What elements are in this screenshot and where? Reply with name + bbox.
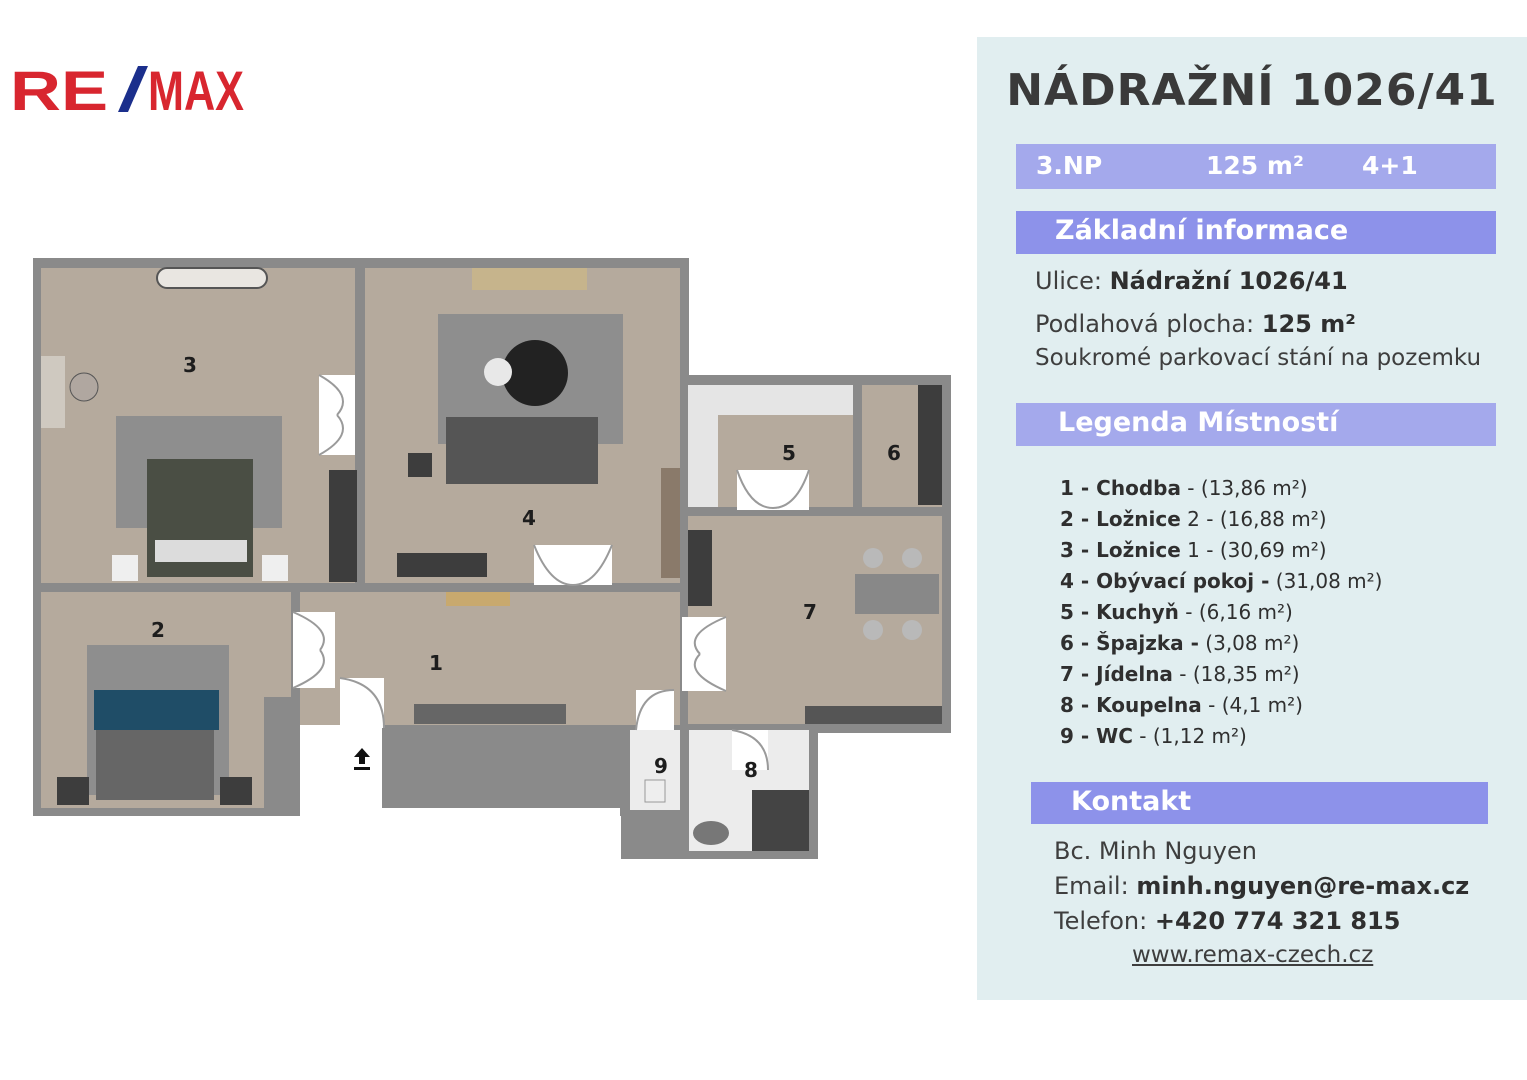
- side-table: [484, 358, 512, 386]
- phone-value[interactable]: +420 774 321 815: [1154, 907, 1401, 935]
- property-title: NÁDRAŽNÍ 1026/41: [1006, 65, 1498, 116]
- website-link[interactable]: www.remax-czech.cz: [1132, 942, 1374, 968]
- chair-1: [863, 548, 883, 568]
- kitchen-counter-side: [688, 415, 718, 507]
- legend-item: 1 - Chodba - (13,86 m²): [1060, 476, 1308, 500]
- contact-name: Bc. Minh Nguyen: [1054, 837, 1257, 865]
- phone-label: Telefon:: [1054, 907, 1155, 935]
- info-panel: [977, 37, 1527, 1000]
- room-label-5: 5: [782, 441, 796, 465]
- room-label-8: 8: [744, 758, 758, 782]
- legend-item: 7 - Jídelna - (18,35 m²): [1060, 662, 1300, 686]
- nightstand-1a: [112, 555, 138, 581]
- bed-2-frame: [96, 730, 214, 800]
- room-label-1: 1: [429, 651, 443, 675]
- legend-item: 6 - Špajzka - (3,08 m²): [1060, 631, 1300, 655]
- tv-console: [472, 268, 587, 290]
- room-label-4: 4: [522, 506, 536, 530]
- parking-line: Soukromé parkovací stání na pozemku: [1035, 345, 1482, 371]
- room-legend: [1060, 473, 1382, 752]
- dining-table: [855, 574, 939, 614]
- legend-item: 8 - Koupelna - (4,1 m²): [1060, 693, 1303, 717]
- specs-bar: [1016, 144, 1496, 189]
- legend-item: 2 - Ložnice 2 - (16,88 m²): [1060, 507, 1327, 531]
- desk-chair: [70, 373, 98, 401]
- fridge: [688, 530, 712, 606]
- shelf-living: [661, 468, 680, 578]
- street-value: Nádražní 1026/41: [1109, 267, 1348, 295]
- shower: [752, 790, 809, 851]
- room-label-6: 6: [887, 441, 901, 465]
- legend-heading: [1016, 403, 1496, 446]
- room-label-7: 7: [803, 600, 817, 624]
- wardrobe-1: [329, 470, 357, 582]
- basic-info-heading-text: Základní informace: [1055, 215, 1349, 246]
- legend-item: 9 - WC - (1,12 m²): [1060, 724, 1247, 748]
- sofa: [446, 417, 598, 484]
- area-line: [1035, 310, 1356, 338]
- nightstand-2a: [57, 777, 89, 805]
- chair-2: [902, 548, 922, 568]
- chair-3: [863, 620, 883, 640]
- hall-bench: [414, 704, 566, 724]
- legend-item: 5 - Kuchyň - (6,16 m²): [1060, 600, 1293, 624]
- svg-text:MAX: MAX: [148, 59, 244, 122]
- contact-heading-text: Kontakt: [1071, 786, 1192, 817]
- nightstand-1b: [262, 555, 288, 581]
- entrance-gap: [300, 725, 382, 820]
- washbasin: [693, 821, 729, 845]
- pantry-shelf: [918, 385, 942, 505]
- dresser: [157, 268, 267, 288]
- contact-phone-line: [1054, 907, 1400, 935]
- spec-floor: 3.NP: [1036, 151, 1103, 180]
- street-line: [1035, 267, 1348, 295]
- kitchen-counter: [688, 385, 853, 415]
- pillows-1: [155, 540, 247, 562]
- wardrobe-2: [264, 697, 291, 808]
- svg-text:RE: RE: [10, 59, 108, 122]
- area-label: Podlahová plocha:: [1035, 310, 1262, 338]
- basic-info-heading: [1016, 211, 1496, 254]
- hall-shelf: [446, 592, 510, 606]
- contact-email-line: [1054, 872, 1469, 900]
- legend-heading-text: Legenda Místností: [1058, 407, 1339, 438]
- spec-layout: 4+1: [1362, 151, 1418, 180]
- tv-bench: [397, 553, 487, 577]
- pouf: [408, 453, 432, 477]
- bench-dining: [805, 706, 942, 724]
- street-label: Ulice:: [1035, 267, 1110, 295]
- room-label-3: 3: [183, 353, 197, 377]
- chair-4: [902, 620, 922, 640]
- email-label: Email:: [1054, 872, 1137, 900]
- email-link[interactable]: minh.nguyen@re-max.cz: [1136, 872, 1470, 900]
- toilet: [645, 780, 665, 802]
- desk: [41, 356, 65, 428]
- legend-item: 3 - Ložnice 1 - (30,69 m²): [1060, 538, 1327, 562]
- contact-heading: [1031, 782, 1488, 824]
- room-label-9: 9: [654, 754, 668, 778]
- nightstand-2b: [220, 777, 252, 805]
- area-value: 125 m²: [1261, 310, 1356, 338]
- spec-area: 125 m²: [1206, 151, 1304, 180]
- room-label-2: 2: [151, 618, 165, 642]
- remax-logo: [10, 59, 246, 122]
- floor-plan: [0, 240, 960, 870]
- bed-2: [94, 690, 219, 730]
- legend-item: 4 - Obývací pokoj - (31,08 m²): [1060, 569, 1383, 593]
